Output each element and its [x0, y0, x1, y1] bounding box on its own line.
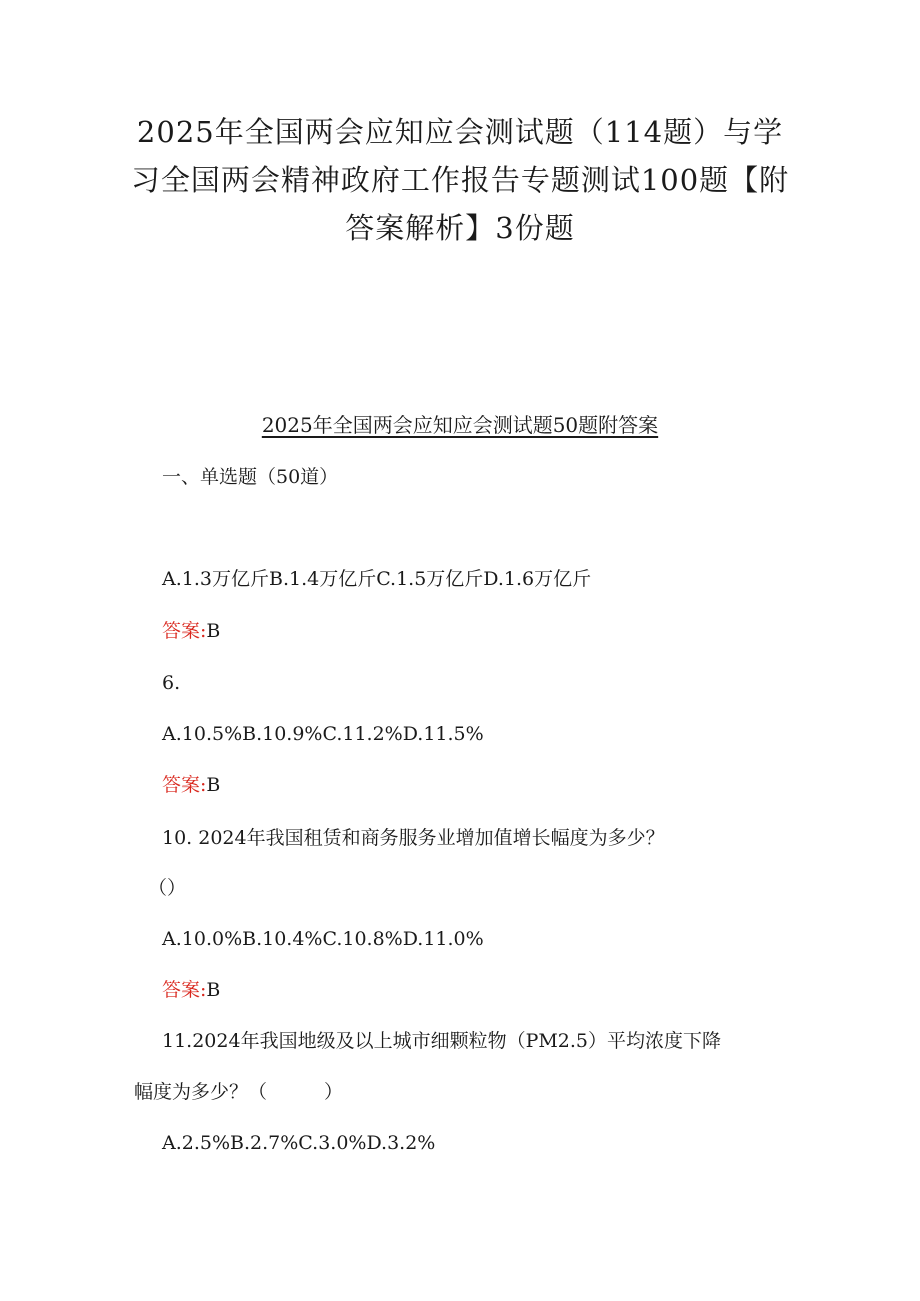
question-options: A.2.5%B.2.7%C.3.0%D.3.2% — [162, 1132, 436, 1154]
answer-line — [162, 617, 220, 645]
answer-line — [162, 976, 220, 1004]
answer-value: B — [206, 774, 221, 796]
question-options: A.10.5%B.10.9%C.11.2%D.11.5% — [162, 723, 484, 745]
answer-value: B — [206, 979, 221, 1001]
section-title: 2025年全国两会应知应会测试题50题附答案 — [261, 413, 659, 437]
answer-label: 答案: — [162, 620, 207, 642]
question-text: 11.2024年我国地级及以上城市细颗粒物（PM2.5）平均浓度下降 — [162, 1030, 722, 1052]
part-heading: 一、单选题（50道） — [162, 466, 339, 488]
answer-label: 答案: — [162, 979, 207, 1001]
question-blank: （） — [148, 877, 187, 899]
question-options: A.10.0%B.10.4%C.10.8%D.11.0% — [162, 928, 484, 950]
answer-value: B — [206, 620, 221, 642]
question-options: A.1.3万亿斤B.1.4万亿斤C.1.5万亿斤D.1.6万亿斤 — [162, 568, 592, 590]
question-number: 6. — [162, 672, 181, 694]
document-title: 2025年全国两会应知应会测试题（114题）与学习全国两会精神政府工作报告专题测试100题【附答案解析】3份题 — [130, 115, 790, 245]
question-text-continued: 幅度为多少？（ ） — [134, 1081, 344, 1103]
question-text: 10. 2024年我国租赁和商务服务业增加值增长幅度为多少？ — [162, 827, 665, 849]
answer-line — [162, 771, 220, 799]
answer-label: 答案: — [162, 774, 207, 796]
